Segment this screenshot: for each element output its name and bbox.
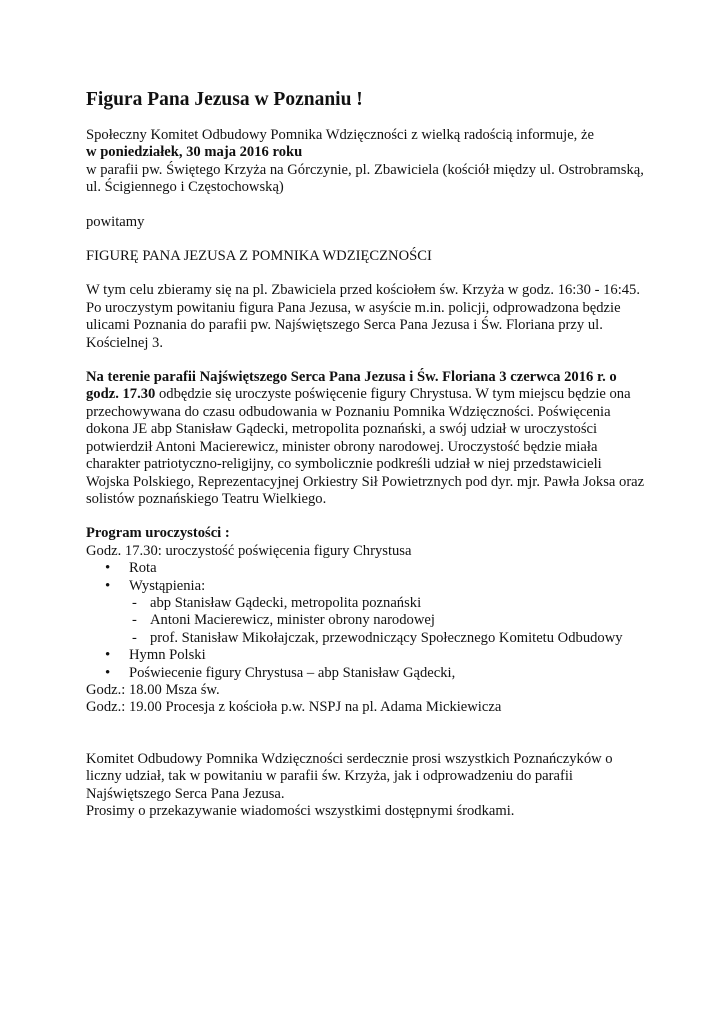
intro-date <box>86 144 646 161</box>
document-body <box>86 127 646 820</box>
speakers-list <box>129 595 646 647</box>
welcome-line: powitamy <box>86 213 145 230</box>
program-item-rota: • Rota <box>86 560 646 577</box>
program-item-anthem: • Hymn Polski <box>86 647 646 664</box>
program-item-speeches-label: Wystąpienia: <box>129 577 206 594</box>
program-item-blessing: • Poświecenie figury Chrystusa – abp Stanisław Gądecki, <box>86 665 646 682</box>
ceremony-text: odbędzie się uroczyste poświęcenie figury Chrystusa. W tym miejscu będzie ona przechowywana do czasu odbudowania w Poznaniu Pomnika Wdzięczności. Poświęcenia dokona JE abp Stanisław Gądecki, metropolita poznański, a swój udział w uroczystości potwierdził Antoni Macierewicz, minister obrony narodowej. Uroczystość będzie miała charakter patriotyczno-religijny, co symbolicznie podkreśli udział w niej przedstawicieli Wojska Polskiego, Reprezentacyjnej Orkiestry Sił Powietrznych pod dyr. mjr. Pawła Joksa oraz solistów poznańskiego Teatru Wielkiego. <box>86 386 645 507</box>
speaker-item: - prof. Stanisław Mikołajczak, przewodniczący Społecznego Komitetu Odbudowy <box>129 630 646 647</box>
program-item-speeches <box>86 578 646 648</box>
closing-share: Prosimy o przekazywanie wiadomości wszystkimi dostępnymi środkami. <box>86 803 515 819</box>
intro-location: w parafii pw. Świętego Krzyża na Górczynie, pl. Zbawiciela (kościół między ul. Ostrobramską, ul. Ścigiennego i Częstochowską) <box>86 161 644 196</box>
ceremony-paragraph <box>86 369 646 508</box>
speaker-item: - abp Stanisław Gądecki, metropolita poznański <box>129 595 646 612</box>
gathering-paragraph: W tym celu zbieramy się na pl. Zbawiciela przed kościołem św. Krzyża w godz. 16:30 - 16:45. Po uroczystym powitaniu figura Pana Jezusa, w asyście m.in. policji, odprowadzona będzie ulicami Poznania do parafii pw. Najświętszego Serca Pana Jezusa i Św. Floriana przy ul. Kościelnej 3. <box>86 282 640 351</box>
program-list <box>86 560 646 682</box>
page-title: Figura Pana Jezusa w Poznaniu ! <box>86 89 363 110</box>
figure-caps-line: FIGURĘ PANA JEZUSA Z POMNIKA WDZIĘCZNOŚCI <box>86 248 432 265</box>
program-heading: Program uroczystości : <box>86 525 230 542</box>
closing-invite: Komitet Odbudowy Pomnika Wdzięczności serdecznie prosi wszystkich Poznańczyków o liczny udział, tak w powitaniu w parafii św. Krzyża, jak i odprowadzeniu do parafii Najświętszego Serca Pana Jezusa. <box>86 750 613 802</box>
intro-date-bold: w poniedziałek, 30 maja 2016 roku <box>86 144 303 161</box>
speaker-item: - Antoni Macierewicz, minister obrony narodowej <box>129 612 646 629</box>
ceremony-bold: Na terenie parafii Najświętszego Serca Pana Jezusa i Św. Floriana 3 czerwca 2016 r. o godz. 17.30 <box>86 369 617 403</box>
program-procession: Godz.: 19.00 Procesja z kościoła p.w. NSPJ na pl. Adama Mickiewicza <box>86 699 502 716</box>
program-mass: Godz.: 18.00 Msza św. <box>86 681 220 698</box>
program-first-line: Godz. 17.30: uroczystość poświęcenia figury Chrystusa <box>86 542 412 559</box>
intro-line: Społeczny Komitet Odbudowy Pomnika Wdzięczności z wielką radością informuje, że <box>86 127 594 143</box>
